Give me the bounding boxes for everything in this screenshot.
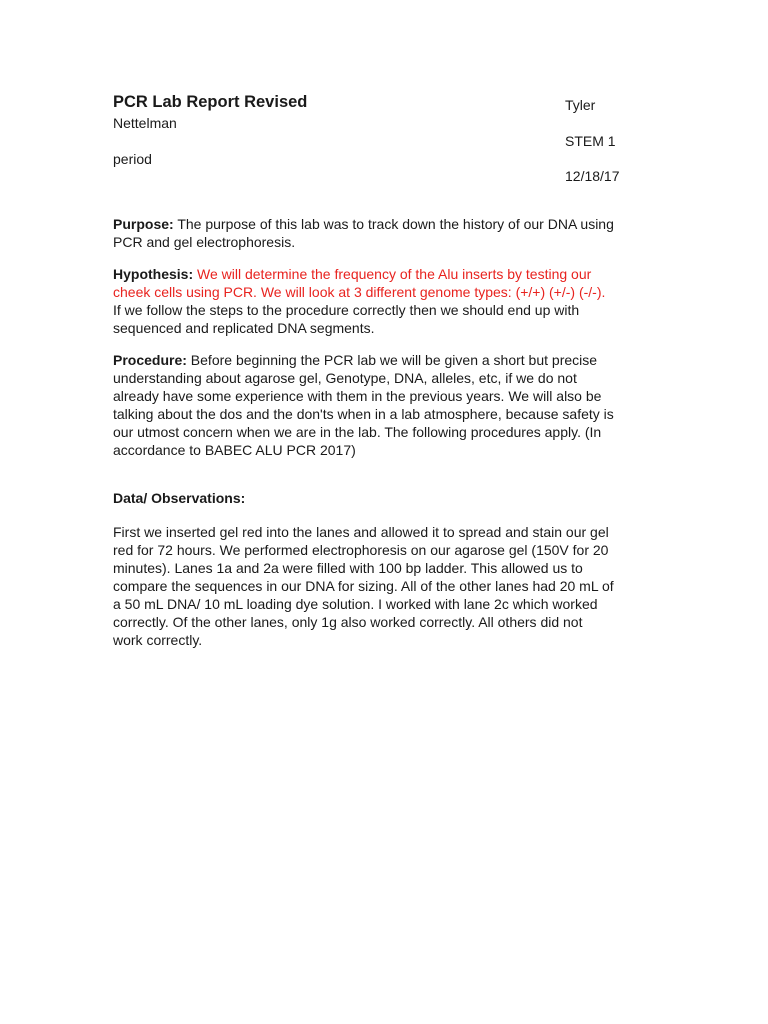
hypothesis-line-4: sequenced and replicated DNA segments. xyxy=(113,320,375,336)
document-title: PCR Lab Report Revised xyxy=(113,93,308,111)
purpose-line-2: PCR and gel electrophoresis. xyxy=(113,234,296,250)
procedure-line-6: accordance to BABEC ALU PCR 2017) xyxy=(113,442,356,458)
hypothesis-section xyxy=(113,265,658,337)
purpose-section xyxy=(113,215,658,251)
data-line-1: First we inserted gel red into the lanes and allowed it to spread and stain our gel xyxy=(113,524,609,540)
period-label: period xyxy=(113,151,152,167)
data-observations-section xyxy=(113,523,658,649)
purpose-line-1 xyxy=(113,215,658,233)
hypothesis-red-text: We will determine the frequency of the Alu inserts by testing our xyxy=(193,266,592,282)
data-line-3: minutes). Lanes 1a and 2a were filled with 100 bp ladder. This allowed us to xyxy=(113,560,583,576)
procedure-line-1 xyxy=(113,351,658,369)
author-first-name: Tyler xyxy=(565,97,596,113)
hypothesis-line-1 xyxy=(113,265,658,283)
data-line-7: work correctly. xyxy=(113,632,203,648)
procedure-line-4: talking about the dos and the don'ts when in a lab atmosphere, because safety is xyxy=(113,406,614,422)
report-date: 12/18/17 xyxy=(565,168,620,184)
data-line-5: a 50 mL DNA/ 10 mL loading dye solution. I worked with lane 2c which worked xyxy=(113,596,598,612)
procedure-label: Procedure: xyxy=(113,352,187,368)
purpose-text: The purpose of this lab was to track down the history of our DNA using xyxy=(173,216,614,232)
purpose-label: Purpose: xyxy=(113,216,174,232)
class-name: STEM 1 xyxy=(565,133,616,149)
procedure-line-2: understanding about agarose gel, Genotype, DNA, alleles, etc, if we do not xyxy=(113,370,577,386)
procedure-text: Before beginning the PCR lab we will be given a short but precise xyxy=(186,352,598,368)
hypothesis-line-3: If we follow the steps to the procedure correctly then we should end up with xyxy=(113,302,580,318)
author-last-name: Nettelman xyxy=(113,115,177,131)
data-line-4: compare the sequences in our DNA for sizing. All of the other lanes had 20 mL of xyxy=(113,578,614,594)
data-observations-heading: Data/ Observations: xyxy=(113,490,246,506)
data-line-6: correctly. Of the other lanes, only 1g also worked correctly. All others did not xyxy=(113,614,583,630)
procedure-line-5: our utmost concern when we are in the lab. The following procedures apply. (In xyxy=(113,424,602,440)
procedure-section xyxy=(113,351,658,459)
hypothesis-red-line-2: cheek cells using PCR. We will look at 3 different genome types: (+/+) (+/-) (-/-). xyxy=(113,284,606,300)
procedure-line-3: already have some experience with them in the previous years. We will also be xyxy=(113,388,602,404)
hypothesis-label: Hypothesis: xyxy=(113,266,194,282)
data-line-2: red for 72 hours. We performed electrophoresis on our agarose gel (150V for 20 xyxy=(113,542,609,558)
